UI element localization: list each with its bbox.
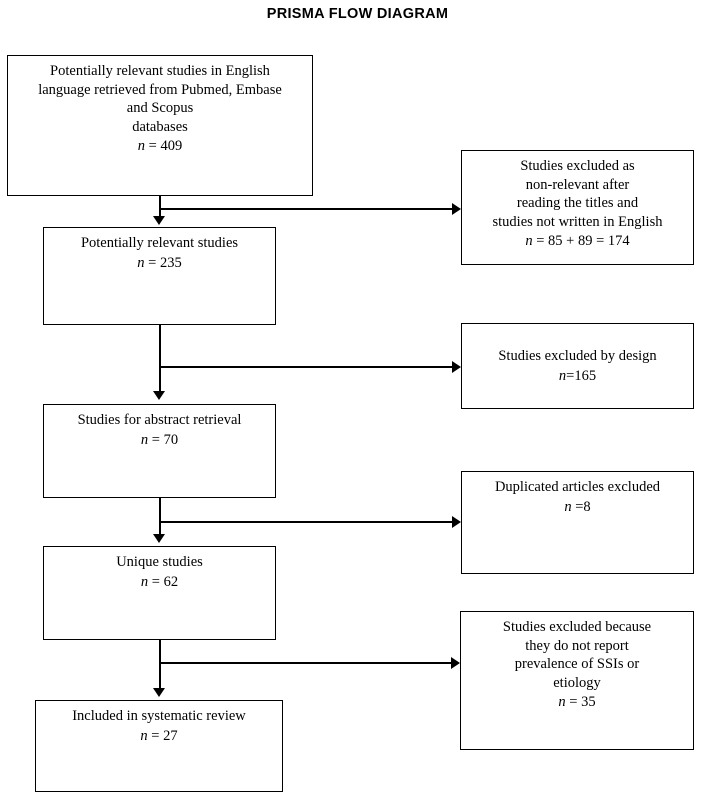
- n-value: = 409: [148, 138, 183, 155]
- n-value: = 235: [148, 254, 182, 271]
- n-italic: n: [525, 233, 533, 250]
- connector-arrow-down-1: [153, 216, 165, 225]
- box-text-line: Studies for abstract retrieval: [77, 412, 242, 428]
- box-text-line: Studies excluded by design: [498, 347, 657, 364]
- excluded-nonrelevant-box: [461, 150, 694, 265]
- potentially-relevant-box: [43, 227, 276, 325]
- abstract-retrieval-box: [43, 404, 276, 498]
- n-italic: n: [137, 138, 146, 155]
- connector-arrow-right-1: [452, 203, 461, 215]
- box-count: [48, 431, 271, 450]
- n-italic: n: [558, 694, 566, 711]
- connector-line-2: [159, 208, 454, 210]
- box-text-line: Potentially relevant studies: [80, 235, 239, 251]
- box-text-line: Included in systematic review: [72, 708, 246, 724]
- box-text-line: reading the titles and: [516, 195, 639, 212]
- connector-line-3: [159, 325, 161, 395]
- connector-line-5: [159, 498, 161, 538]
- box-count: [466, 498, 689, 517]
- box-text-line: they do not report: [525, 637, 629, 654]
- excluded-by-design-box: [461, 323, 694, 409]
- box-text-line: non-relevant after: [525, 176, 630, 193]
- n-value: = 62: [151, 573, 179, 590]
- box-count: [465, 693, 689, 712]
- page-title: PRISMA FLOW DIAGRAM: [266, 6, 449, 22]
- box-text-line: Unique studies: [116, 554, 203, 570]
- n-italic: n: [558, 367, 567, 384]
- connector-arrow-down-2: [153, 391, 165, 400]
- excluded-no-prevalence-box: [460, 611, 694, 750]
- box-text-line: Duplicated articles excluded: [494, 479, 661, 495]
- connector-arrow-right-3: [452, 516, 461, 528]
- box-text-line: prevalence of SSIs or: [514, 656, 640, 673]
- connector-arrow-down-4: [153, 688, 165, 697]
- connector-line-7: [159, 640, 161, 692]
- box-text-line: Potentially relevant studies in English: [50, 63, 270, 79]
- box-text-line: databases: [132, 118, 188, 135]
- connector-arrow-down-3: [153, 534, 165, 543]
- box-count: [40, 727, 278, 746]
- box-text-line: and Scopus: [126, 100, 194, 117]
- n-value: = 27: [151, 727, 178, 744]
- connector-line-1: [159, 196, 161, 218]
- box-text-line: Studies excluded as: [520, 158, 635, 174]
- n-italic: n: [140, 727, 148, 744]
- connector-arrow-right-2: [452, 361, 461, 373]
- connector-line-8: [159, 662, 453, 664]
- included-review-box: [35, 700, 283, 792]
- box-text-line: language retrieved from Pubmed, Embase: [38, 81, 282, 98]
- box-count: [466, 367, 689, 386]
- n-value: =8: [575, 498, 591, 515]
- n-value: = 85 + 89 = 174: [536, 233, 630, 250]
- retrieved-studies-box: [7, 55, 313, 196]
- box-count: [48, 254, 271, 273]
- n-italic: n: [564, 498, 572, 515]
- unique-studies-box: [43, 546, 276, 640]
- box-count: [12, 137, 308, 156]
- n-italic: n: [140, 431, 149, 448]
- n-value: =165: [566, 367, 597, 384]
- box-text-line: studies not written in English: [492, 213, 663, 230]
- n-value: = 35: [569, 694, 596, 711]
- box-text-line: Studies excluded because: [502, 619, 652, 635]
- n-italic: n: [140, 573, 149, 590]
- connector-line-6: [159, 521, 454, 523]
- box-text-line: etiology: [553, 674, 601, 691]
- connector-arrow-right-4: [451, 657, 460, 669]
- n-value: = 70: [151, 431, 179, 448]
- box-count: [48, 573, 271, 592]
- connector-line-4: [159, 366, 454, 368]
- excluded-duplicates-box: [461, 471, 694, 574]
- box-count: [466, 232, 689, 251]
- n-italic: n: [137, 254, 145, 271]
